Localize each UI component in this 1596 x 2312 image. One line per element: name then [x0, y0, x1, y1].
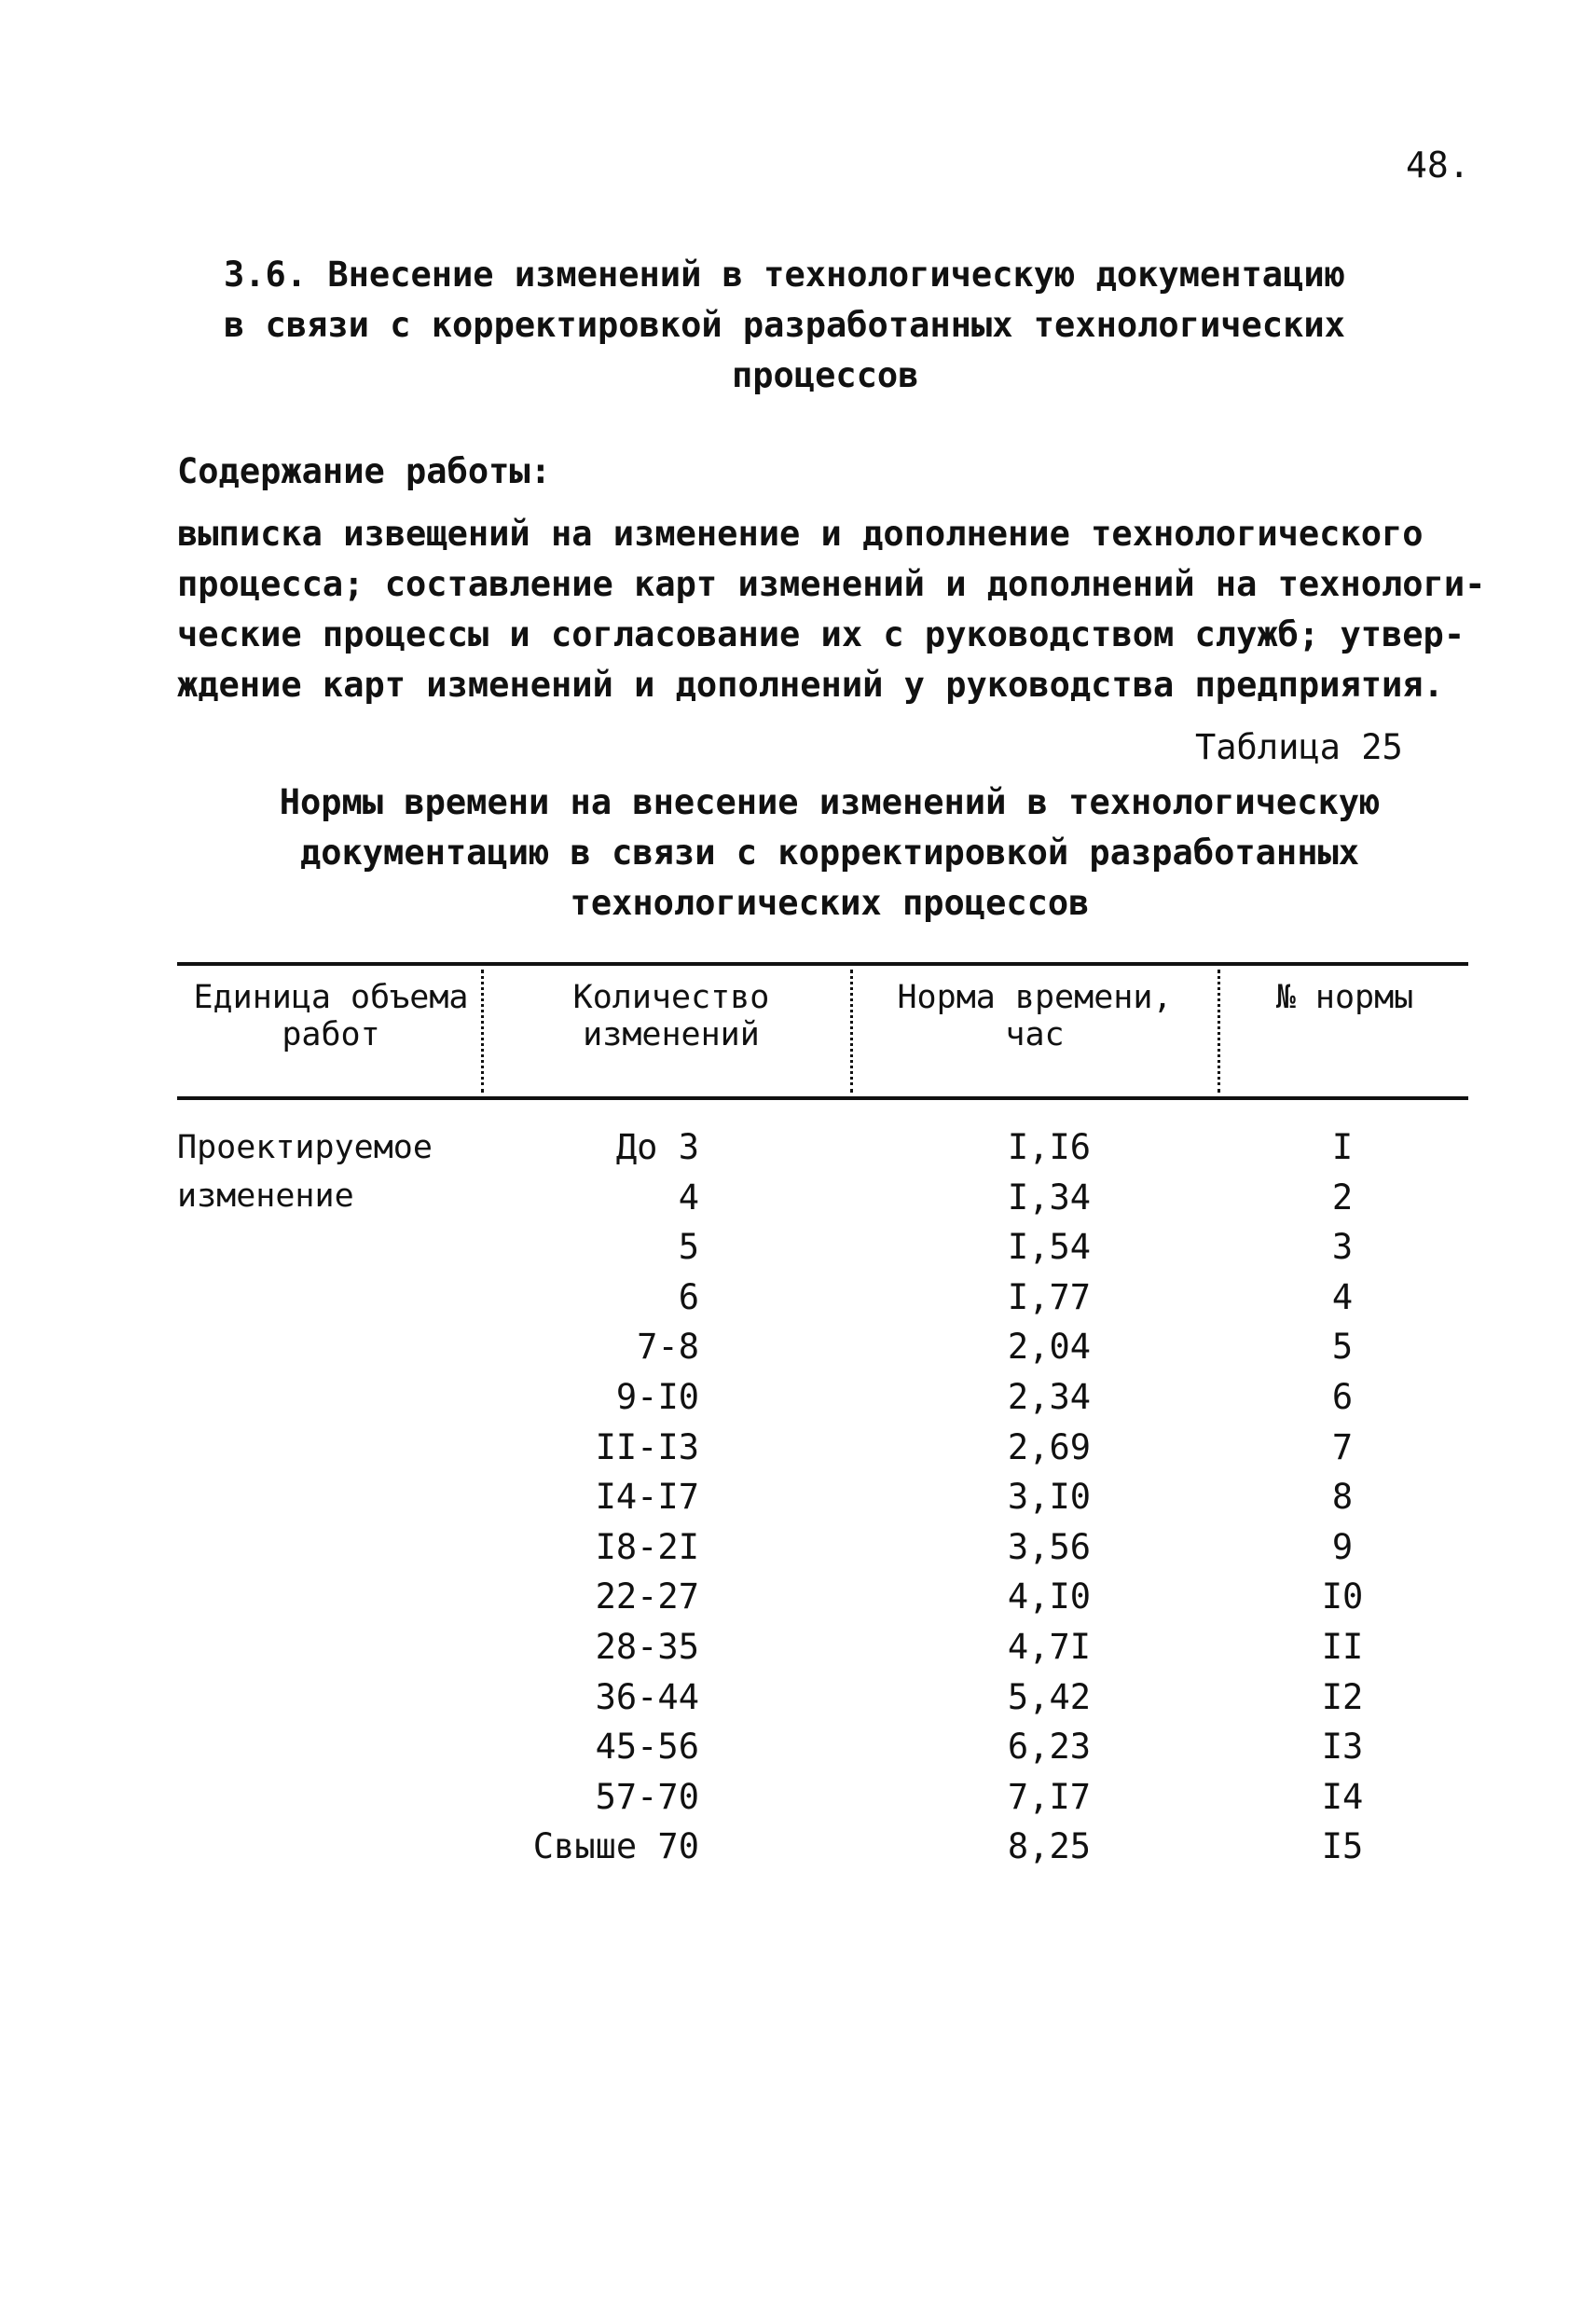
unit-cell-line: Проектируемое	[177, 1129, 433, 1166]
count-cell: II-I3	[595, 1426, 699, 1467]
count-cell: До 3	[615, 1127, 699, 1167]
table-row	[177, 1823, 1468, 1873]
header-norm	[858, 979, 1212, 1053]
content-line: ждение карт изменений и дополнений у руководства предприятия.	[177, 665, 1444, 705]
norm-cell: 7,I7	[1007, 1776, 1091, 1817]
norm-number-cell: I5	[1321, 1826, 1364, 1867]
norm-cell: I,54	[1007, 1227, 1091, 1268]
norm-cell: 3,I0	[1007, 1477, 1091, 1518]
norm-cell: 6,23	[1007, 1727, 1091, 1768]
header-unit-line: Единица объема	[193, 979, 469, 1016]
norm-number-cell: 2	[1331, 1177, 1354, 1218]
section-heading-line: процессов	[732, 355, 919, 395]
count-cell: 9-I0	[615, 1376, 699, 1417]
norm-cell: 8,25	[1007, 1826, 1091, 1867]
content-line: ческие процессы и согласование их с руководством служб; утвер-	[177, 614, 1465, 654]
table-row	[177, 1623, 1468, 1673]
norm-number-cell: I4	[1321, 1776, 1364, 1817]
section-heading	[224, 250, 1436, 401]
table-row	[177, 1223, 1468, 1273]
header-count-line: изменений	[583, 1016, 760, 1053]
norm-number-cell: 3	[1331, 1227, 1354, 1268]
norm-cell: 2,04	[1007, 1327, 1091, 1368]
table-row	[177, 1123, 1468, 1174]
table-title-line: документацию в связи с корректировкой разработанных	[299, 833, 1360, 873]
table-row	[177, 1773, 1468, 1823]
content-line: процесса; составление карт изменений и дополнений на технологи-	[177, 564, 1486, 604]
norm-cell: I,I6	[1007, 1127, 1091, 1167]
content-body	[177, 509, 1501, 710]
count-cell: 6	[678, 1276, 699, 1317]
norm-cell: 4,I0	[1007, 1576, 1091, 1617]
count-cell: 22-27	[595, 1576, 699, 1617]
norm-cell: I,34	[1007, 1177, 1091, 1218]
header-unit	[177, 979, 485, 1053]
norm-number-cell: 8	[1331, 1477, 1354, 1518]
count-cell: 45-56	[595, 1727, 699, 1768]
header-count-line: Количество	[572, 979, 770, 1016]
norm-cell: 2,34	[1007, 1376, 1091, 1417]
header-norm-line: Норма времени,	[897, 979, 1173, 1016]
table-caption: Таблица 25	[1195, 727, 1403, 767]
page-number: 48.	[1406, 144, 1470, 186]
table-title	[177, 778, 1482, 929]
norm-cell: 3,56	[1007, 1526, 1091, 1567]
table-row	[177, 1473, 1468, 1523]
count-cell: I8-2I	[595, 1526, 699, 1567]
table-row	[177, 1723, 1468, 1773]
count-cell: 28-35	[595, 1626, 699, 1667]
section-heading-line: в связи с корректировкой разработанных технологических	[224, 305, 1345, 345]
table-row	[177, 1174, 1468, 1224]
table-top-rule	[177, 962, 1468, 966]
table-row	[177, 1673, 1468, 1724]
norm-number-cell: 5	[1331, 1327, 1354, 1368]
norm-number-cell: 7	[1331, 1426, 1354, 1467]
header-unit-line: работ	[282, 1016, 380, 1053]
norm-number-cell: 4	[1331, 1276, 1354, 1317]
header-norm-line: час	[1005, 1016, 1065, 1053]
norm-cell: 5,42	[1007, 1676, 1091, 1717]
header-count	[494, 979, 848, 1053]
table-row	[177, 1273, 1468, 1324]
count-cell: 5	[678, 1227, 699, 1268]
unit-cell-line: изменение	[177, 1177, 354, 1215]
norm-number-cell: II	[1321, 1626, 1364, 1667]
norm-number-cell: 6	[1331, 1376, 1354, 1417]
table-row	[177, 1523, 1468, 1574]
content-label: Содержание работы:	[177, 451, 551, 491]
table-header-rule	[177, 1096, 1468, 1100]
count-cell: 4	[678, 1177, 699, 1218]
norm-number-cell: 9	[1331, 1526, 1354, 1567]
table-row	[177, 1323, 1468, 1373]
norm-number-cell: I	[1331, 1127, 1354, 1167]
table-title-line: технологических процессов	[570, 883, 1090, 923]
table-row	[177, 1373, 1468, 1424]
content-line: выписка извещений на изменение и дополнение технологического	[177, 514, 1424, 554]
header-number: № нормы	[1275, 979, 1414, 1016]
norm-number-cell: I3	[1321, 1727, 1364, 1768]
table-title-line: Нормы времени на внесение изменений в технологическую	[279, 782, 1381, 822]
column-separator	[850, 970, 853, 1093]
count-cell: I4-I7	[595, 1477, 699, 1518]
norm-cell: 2,69	[1007, 1426, 1091, 1467]
count-cell: 36-44	[595, 1676, 699, 1717]
table-row	[177, 1573, 1468, 1623]
count-cell: 7-8	[637, 1327, 699, 1368]
norm-cell: 4,7I	[1007, 1626, 1091, 1667]
norm-cell: I,77	[1007, 1276, 1091, 1317]
section-heading-line: 3.6. Внесение изменений в технологическую документацию	[224, 255, 1345, 295]
column-separator	[1218, 970, 1220, 1093]
count-cell: 57-70	[595, 1776, 699, 1817]
table-row	[177, 1424, 1468, 1474]
norm-number-cell: I2	[1321, 1676, 1364, 1717]
table-body	[177, 1123, 1468, 1873]
norm-number-cell: I0	[1321, 1576, 1364, 1617]
count-cell: Свыше 70	[532, 1826, 699, 1867]
